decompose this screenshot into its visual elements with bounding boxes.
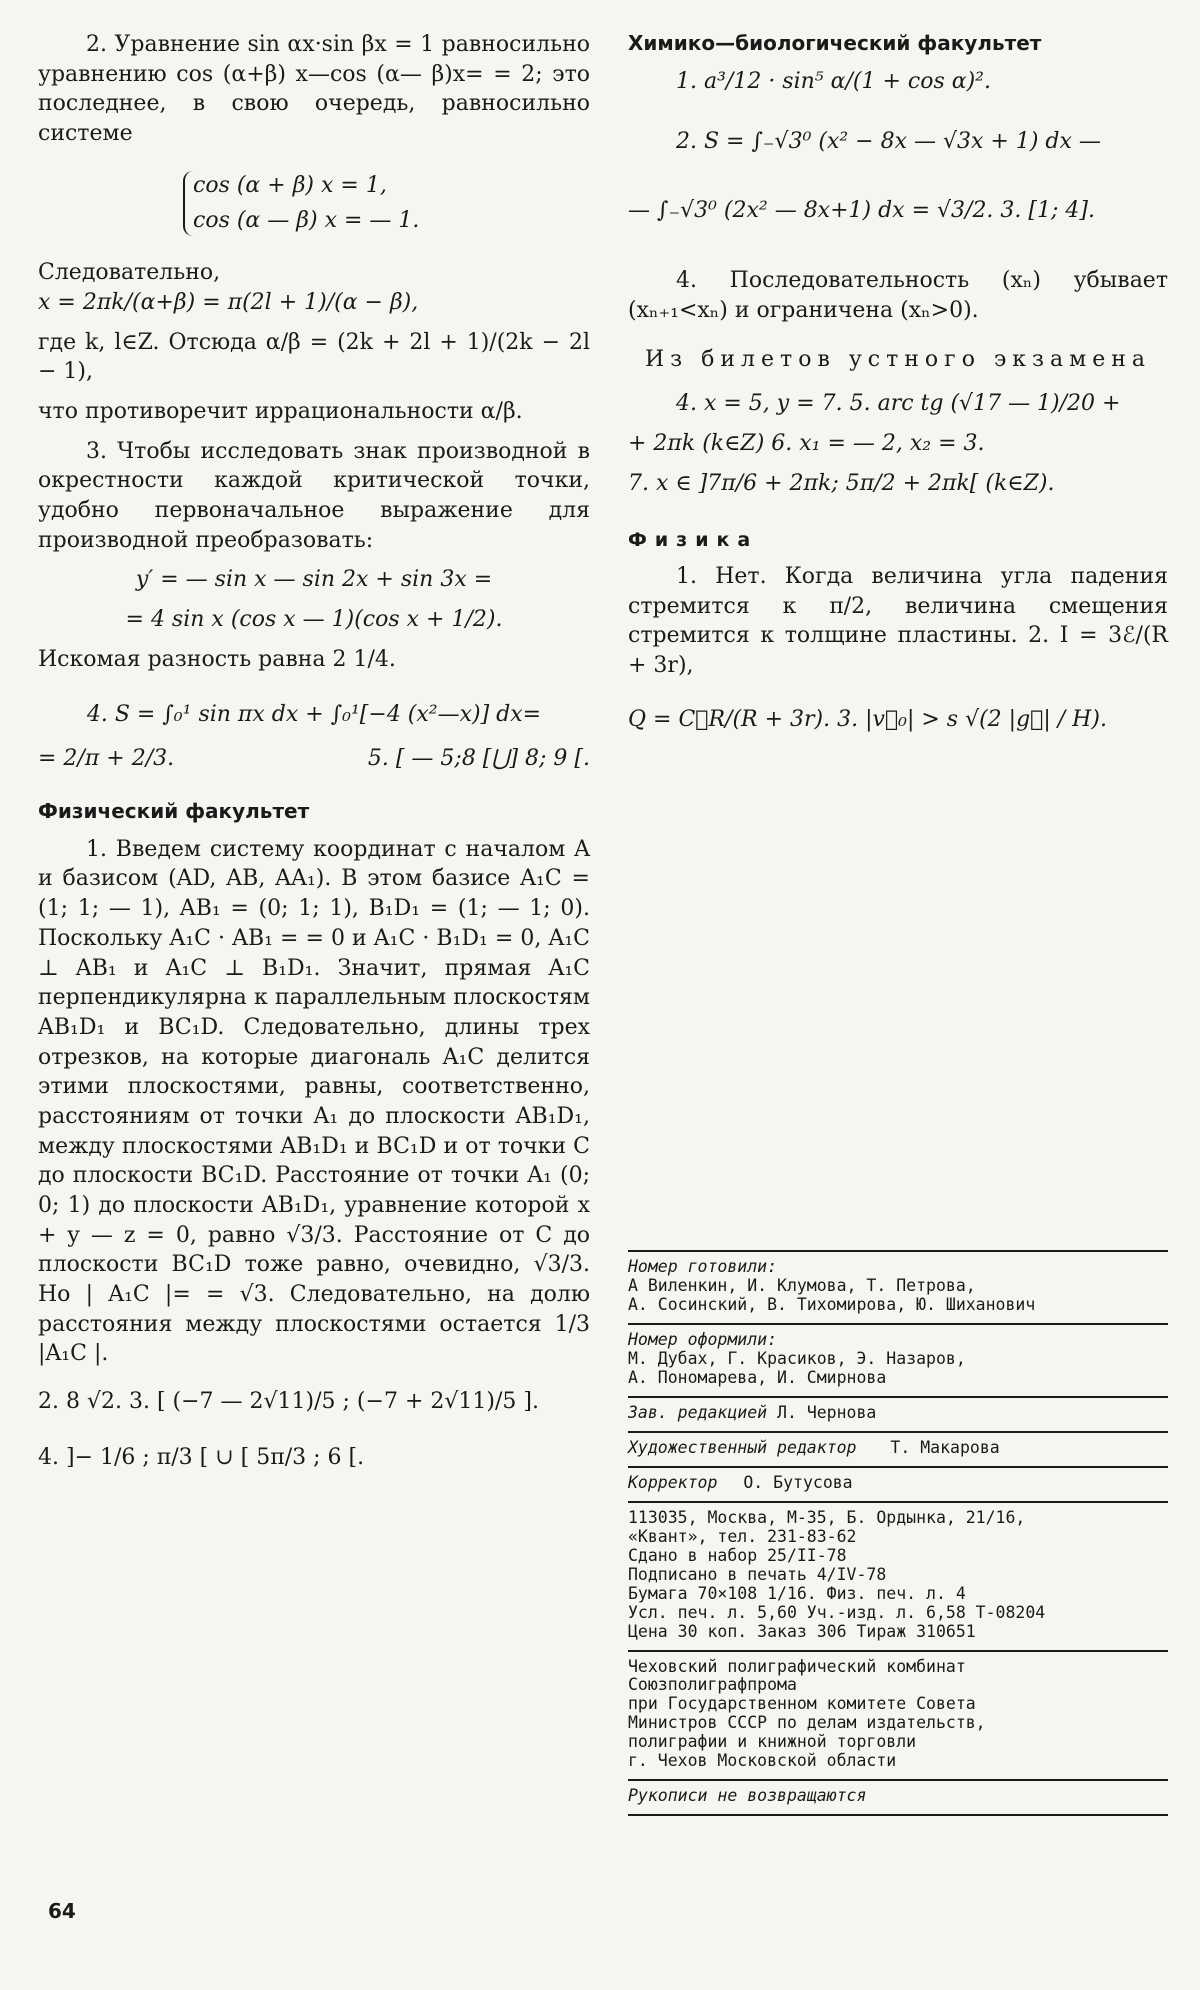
right-column xyxy=(628,30,1168,744)
physics-answer-3: Q = CℰR/(R + 3r). 3. |v⃗₀| > s √(2 |g⃗| / H). xyxy=(628,706,1107,732)
credits-editor xyxy=(628,1396,1168,1431)
physics-heading: Физика xyxy=(628,529,759,552)
corrector-name: О. Бутусова xyxy=(743,1472,853,1492)
chem-answer-1: 1. a³/12 · sin⁵ α/(1 + cos α)². xyxy=(676,69,991,94)
answer-5: 5. [ — 5;8 [⋃] 8; 9 [. xyxy=(367,746,590,772)
difference-result: Искомая разность равна 2 1/4. xyxy=(38,646,396,672)
oral-answer-line-1: 4. x = 5, y = 7. 5. arc tg (√17 — 1)/20 + xyxy=(676,391,1121,417)
oral-answer-line-2: + 2πk (k∈Z) 6. x₁ = — 2, x₂ = 3. xyxy=(628,430,985,456)
contradiction-line: что противоречит иррациональности α/β. xyxy=(38,398,523,424)
chem-answer-2-line-1: 2. S = ∫₋√3⁰ (x² − 8x — √3x + 1) dx — xyxy=(676,128,1101,154)
designed-names: М. Дубах, Г. Красиков, Э. Назаров, А. Пономарева, И. Смирнова xyxy=(628,1348,966,1387)
physics-faculty-answer-4: 4. ]− 1/6 ; π/3 [ ∪ [ 5π/3 ; 6 [. xyxy=(38,1444,365,1470)
oral-exam-heading: Из билетов устного экзамена xyxy=(644,347,1152,373)
x-solution: x = 2πk/(α+β) = π(2l + 1)/(α − β), xyxy=(38,289,419,315)
area-integral: 4. S = ∫₀¹ sin πx dx + ∫₀¹[−4 (x²—x)] dx= xyxy=(86,702,542,728)
credits-art-editor xyxy=(628,1431,1168,1466)
imprint-text: 113035, Москва, М-35, Б. Ордынка, 21/16, «Квант», тел. 231-83-62 Сдано в набор 25/II-78 Подписано в печать 4/IV-78 Бумага 70×108 1/16. Физ. печ. л. 4 Усл. печ. л. 5,60 Уч.-изд. л. 6,58 Т-08204 Цена 30 коп. Заказ 306 Тираж 310651 xyxy=(628,1507,1046,1641)
editor-name: Л. Чернова xyxy=(777,1402,877,1422)
left-column xyxy=(38,30,590,1483)
derivative-eq-1: y′ = — sin x — sin 2x + sin 3x = xyxy=(135,567,493,593)
credits-footer xyxy=(628,1779,1168,1816)
physics-faculty-answer-1: 1. Введем систему координат с началом A и базисом (AD, AB, AA₁). В этом базисе A₁C = (1; 1; — 1), AB₁ = (0; 1; 1), B₁D₁ = (1; — 1; 0). Поскольку A₁C · AB₁ = = 0 и A₁C · B₁D₁ = 0, A₁C ⊥ AB₁ и A₁C ⊥ B₁D₁. Значит, прямая A₁C перпендикулярна к параллельным плоскостям AB₁D₁ и BC₁D. Следовательно, длины трех отрезков, на которые диагональ A₁C делится этими плоскостями, равны, соответственно, расстояниям от точки A₁ до плоскости AB₁D₁, между плоскостями AB₁D₁ и BC₁D и от точки C до плоскости BC₁D. Расстояние от точки A₁ (0; 0; 1) до плоскости AB₁D₁, уравнение которой x + y — z = 0, равно √3/3. Расстояние от C до плоскости BC₁D тоже равно, очевидно, √3/3. Но | A₁C |= = √3. Следовательно, на долю расстояния между плоскостями остается 1/3 |A₁C |. xyxy=(38,836,590,1367)
credits-panel xyxy=(628,1250,1168,1816)
physics-faculty-heading: Физический факультет xyxy=(38,798,310,823)
credits-designed xyxy=(628,1323,1168,1396)
chem-answer-2-line-2: — ∫₋√3⁰ (2x² — 8x+1) dx = √3/2. 3. [1; 4]. xyxy=(628,198,1095,224)
consequently-label: Следовательно, xyxy=(38,260,221,286)
chem-bio-heading: Химико—биологический факультет xyxy=(628,31,1042,55)
where-line: где k, l∈Z. Отсюда α/β = (2k + 2l + 1)/(2k − 2l − 1), xyxy=(38,329,590,385)
consequently-line xyxy=(38,258,590,317)
prepared-label: Номер готовили: xyxy=(628,1257,778,1276)
art-editor-label: Художественный редактор xyxy=(628,1437,857,1457)
credits-printer xyxy=(628,1650,1168,1780)
page-number: 64 xyxy=(48,1899,76,1923)
answer-2-intro: 2. Уравнение sin αx·sin βx = 1 равносильно уравнению cos (α+β) x—cos (α— β)x= = 2; это последнее, в свою очередь, равносильно системе xyxy=(38,32,590,147)
system-line-2: cos (α — β) x = — 1. xyxy=(193,208,420,234)
art-editor-name: Т. Макарова xyxy=(890,1437,1000,1457)
prepared-names: А Виленкин, И. Клумова, Т. Петрова, А. Сосинский, В. Тихомирова, Ю. Шиханович xyxy=(628,1275,1036,1314)
chem-answer-4: 4. Последовательность (xₙ) убывает (xₙ₊₁<xₙ) и ограничена (xₙ>0). xyxy=(628,268,1168,323)
physics-answer-1-2: 1. Нет. Когда величина угла падения стремится к π/2, величина смещения стремится к толщине пластины. 2. I = 3ℰ/(R + 3r), xyxy=(628,563,1168,678)
printer-text: Чеховский полиграфический комбинат Союзполиграфпрома при Государственном комитете Совета Министров СССР по делам издательств, полиграфии и книжной торговли г. Чехов Московской области xyxy=(628,1656,986,1771)
credits-corrector xyxy=(628,1466,1168,1501)
corrector-label: Корректор xyxy=(628,1472,718,1492)
derivative-eq-2: = 4 sin x (cos x — 1)(cos x + 1/2). xyxy=(125,607,503,632)
oral-answer-line-3: 7. x ∈ ]7π/6 + 2πk; 5π/2 + 2πk[ (k∈Z). xyxy=(628,470,1055,496)
answers-4-5-row xyxy=(38,744,590,774)
credits-prepared xyxy=(628,1250,1168,1323)
system-line-1: cos (α + β) x = 1, xyxy=(193,172,387,198)
credits-imprint xyxy=(628,1501,1168,1650)
manuscripts-note: Рукописи не возвращаются xyxy=(628,1786,867,1806)
editor-label: Зав. редакцией xyxy=(628,1402,768,1422)
area-result: = 2/π + 2/3. xyxy=(38,746,175,772)
physics-faculty-answer-2-3: 2. 8 √2. 3. [ (−7 — 2√11)/5 ; (−7 + 2√11)/5 ]. xyxy=(38,1389,539,1415)
equation-system xyxy=(183,171,590,236)
designed-label: Номер оформили: xyxy=(628,1329,778,1349)
answer-3-text: 3. Чтобы исследовать знак производной в окрестности каждой критической точки, удобно первоначальное выражение для производной преобразовать: xyxy=(38,438,590,553)
